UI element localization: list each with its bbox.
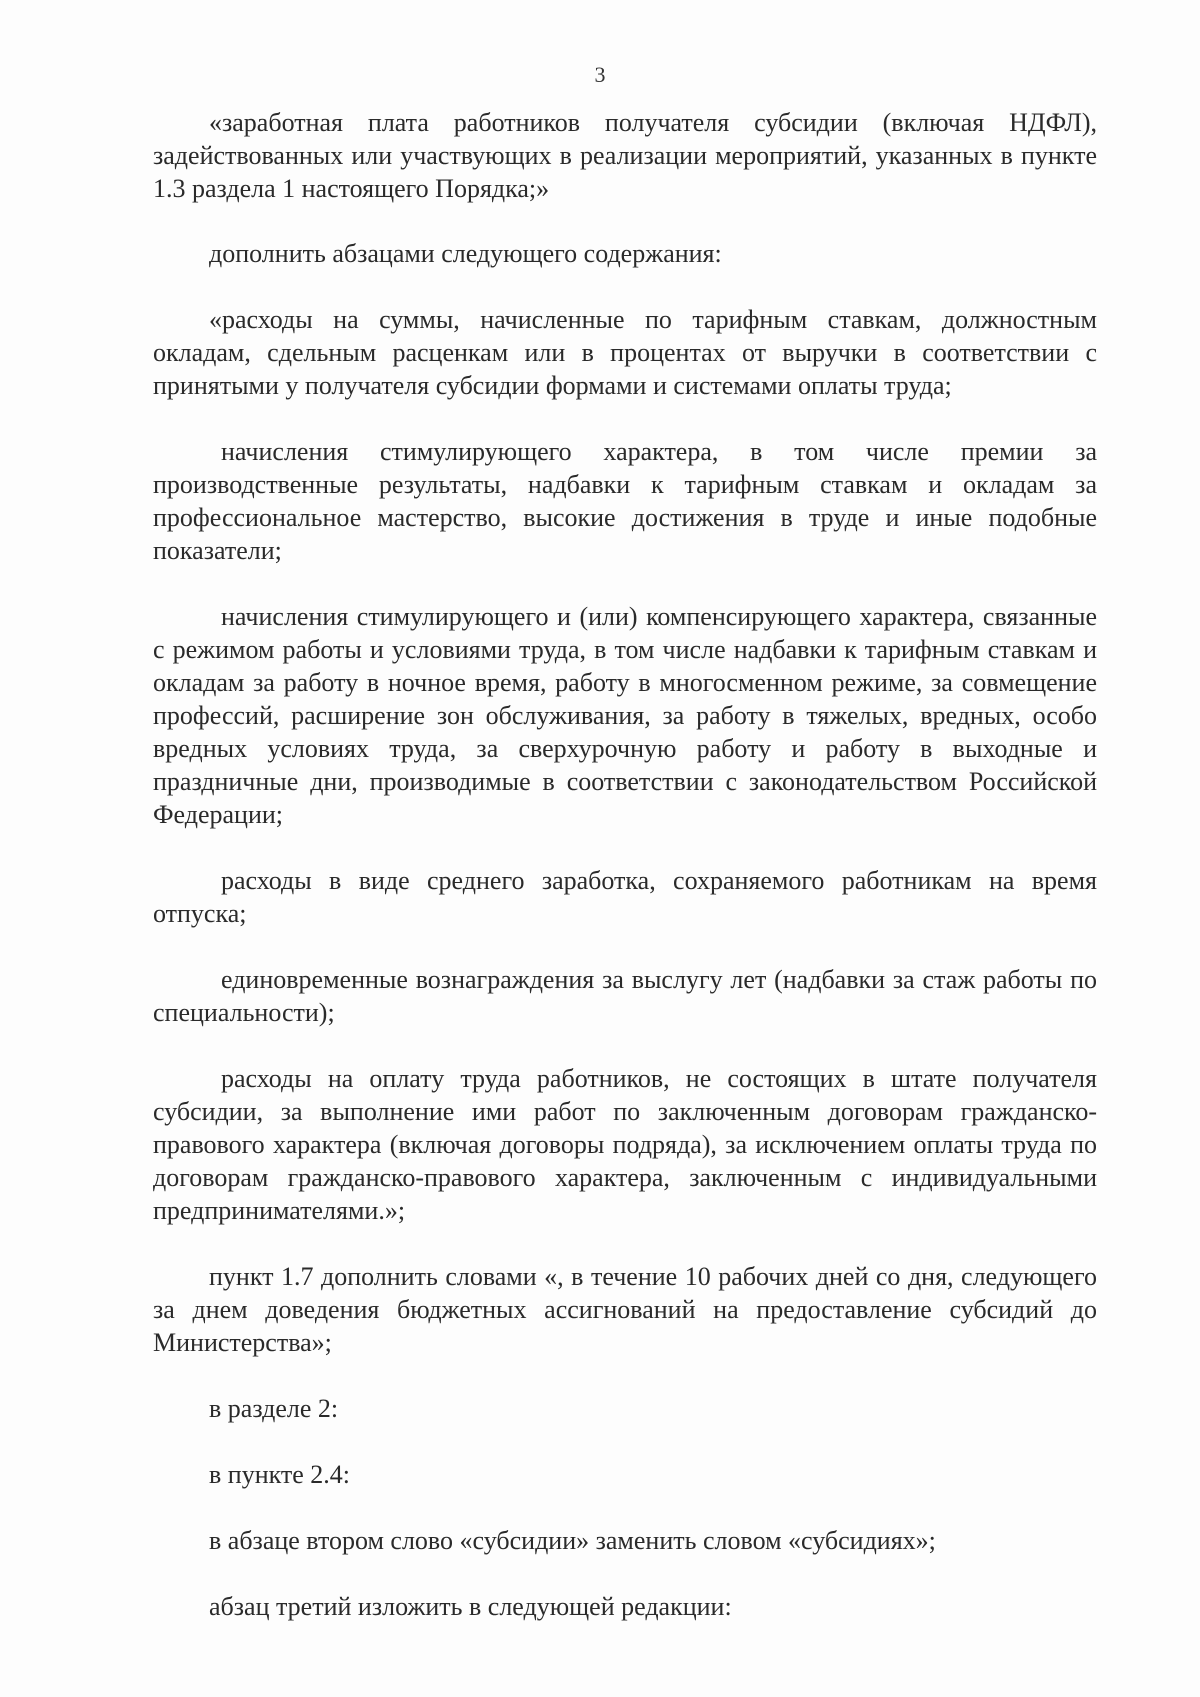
paragraph-third-abzac: абзац третий изложить в следующей редакции: — [209, 1592, 732, 1621]
page-number: 3 — [594, 62, 606, 87]
paragraph-seniority-bonus: единовременные вознаграждения за выслугу лет (надбавки за стаж работы по специальности); — [153, 965, 1097, 1027]
paragraph-compensatory-accruals: начисления стимулирующего и (или) компенсирующего характера, связанные с режимом работы и условиями труда, в том числе надбавки к тарифным ставкам и окладам за работу в ночное время, работу в многосменном режиме, за совмещение профессий, расширение зон обслуживания, за работу в тяжелых, вредных, особо вредных условиях труда, за сверхурочную работу и работу в выходные и праздничные дни, производимые в соответствии с законодательством Российской Федерации; — [153, 602, 1097, 829]
paragraph-incentive-accruals: начисления стимулирующего характера, в том числе премии за производственные результаты, надбавки к тарифным ставкам и окладам за профессиональное мастерство, высокие достижения в труде и иные подобные показатели; — [153, 437, 1097, 565]
paragraph-supplement-intro: дополнить абзацами следующего содержания: — [209, 239, 722, 268]
paragraph-tariff-expenses: «расходы на суммы, начисленные по тарифным ставкам, должностным окладам, сдельным расценкам или в процентах от выручки в соответствии с принятыми у получателя субсидии формами и системами оплаты труда; — [153, 305, 1097, 400]
paragraph-civil-contracts: расходы на оплату труда работников, не состоящих в штате получателя субсидии, за выполнение ими работ по заключенным договорам гражданско-правового характера (включая договоры подряда), за исключением оплаты труда по договорам гражданско-правового характера, заключенным с индивидуальными предпринимателями.»; — [153, 1064, 1097, 1225]
paragraph-second-abzac: в абзаце втором слово «субсидии» заменить словом «субсидиях»; — [209, 1526, 936, 1555]
paragraph-item-2-4: в пункте 2.4: — [209, 1460, 351, 1489]
document-body — [153, 106, 1097, 1623]
paragraph-item-1-7: пункт 1.7 дополнить словами «, в течение 10 рабочих дней со дня, следующего за днем доведения бюджетных ассигнований на предоставление субсидий до Министерства»; — [153, 1262, 1097, 1357]
paragraph-wage-definition: «заработная плата работников получателя субсидии (включая НДФЛ), задействованных или участвующих в реализации мероприятий, указанных в пункте 1.3 раздела 1 настоящего Порядка;» — [153, 108, 1097, 203]
paragraph-section-2: в разделе 2: — [209, 1394, 339, 1423]
paragraph-vacation-pay: расходы в виде среднего заработка, сохраняемого работникам на время отпуска; — [153, 866, 1097, 928]
